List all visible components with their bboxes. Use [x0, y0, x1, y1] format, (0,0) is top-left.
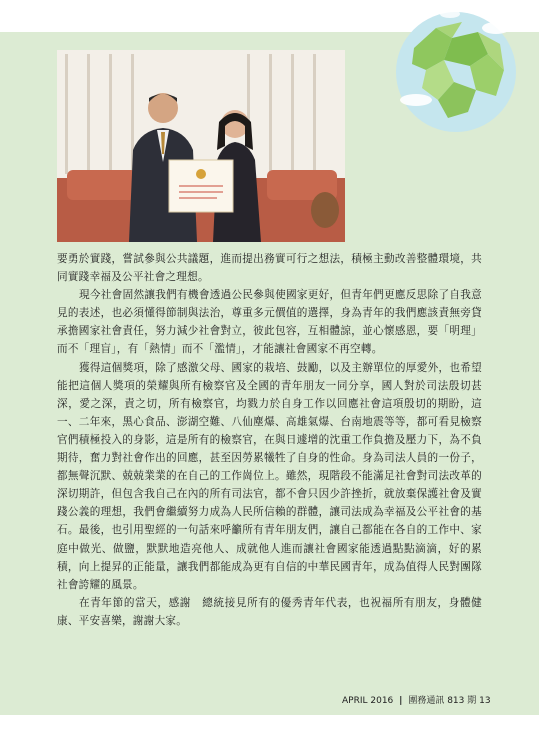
globe-icon [392, 8, 520, 136]
footer-separator: | [399, 696, 403, 706]
article-body [57, 250, 482, 630]
page-number: 13 [479, 696, 491, 706]
page-footer [342, 693, 491, 706]
award-ceremony-photo [57, 50, 345, 242]
footer-date: APRIL 2016 [342, 696, 394, 706]
article-paragraph: 獲得這個獎項，除了感激父母、國家的栽培、鼓勵，以及主辦單位的厚愛外，也希望能把這個人獎項的榮耀與所有檢察官及全國的青年朋友一同分享，國人對於司法殷切甚深，愛之深，責之切，所有檢察官，均戮力於自身工作以回應社會這項殷切的期盼，這一、二年來，黑心食品、澎湖空難、八仙塵爆、高雄氣爆、台南地震等等，都可看見檢察官們積極投入的身影，這是所有的檢察官，在與日遽增的沈重工作負擔及壓力下，為不負期待，奮力對社會作出的回應，甚至因勞累犧牲了自身的性命。身為司法人員的一份子，都無聲沉默、兢兢業業的在自己的工作崗位上。雖然，現階段不能滿足社會對司法改革的深切期許，但包含我自己在內的所有司法官，都不會只因少許挫折，就放棄保護社會及實踐公義的理想，我們會繼續努力成為人民所信賴的群體，讓司法成為幸福及公平社會的基石。最後，也引用聖經的一句話來呼籲所有青年朋友們，讓自己都能在各自的工作中、家庭中做光、做鹽，默默地造亮他人、成就他人進而讓社會國家能透過點點滴滴，好的累積，向上提昇的正能量，讓我們都能成為更有自信的中華民國青年，成為值得人民對團隊社會誇耀的風景。 [57, 361, 482, 591]
article-paragraph: 在青年節的當天，感謝 總統接見所有的優秀青年代表，也祝福所有朋友，身體健康、平安喜樂，謝謝大家。 [57, 596, 482, 627]
article-paragraph: 要勇於實踐，嘗試參與公共議題，進而提出務實可行之想法，積極主動改善整體環境，共同實踐幸福及公平社會之理想。 [57, 253, 482, 284]
article-paragraph: 現今社會固然讓我們有機會透過公民參與使國家更好，但青年們更應反思除了自我意見的表述，也必須懂得節制與法治，尊重多元價值的選擇，身為青年的我們應該責無旁貸承擔國家社會責任，努力減少社會對立，彼此包容，互相體諒，並心懷感恩，要「明理」而不「理盲」，有「熱情」而不「濫情」，才能讓社會國家不再空轉。 [57, 289, 482, 356]
footer-issue: 團務通訊 813 期 [408, 696, 477, 706]
